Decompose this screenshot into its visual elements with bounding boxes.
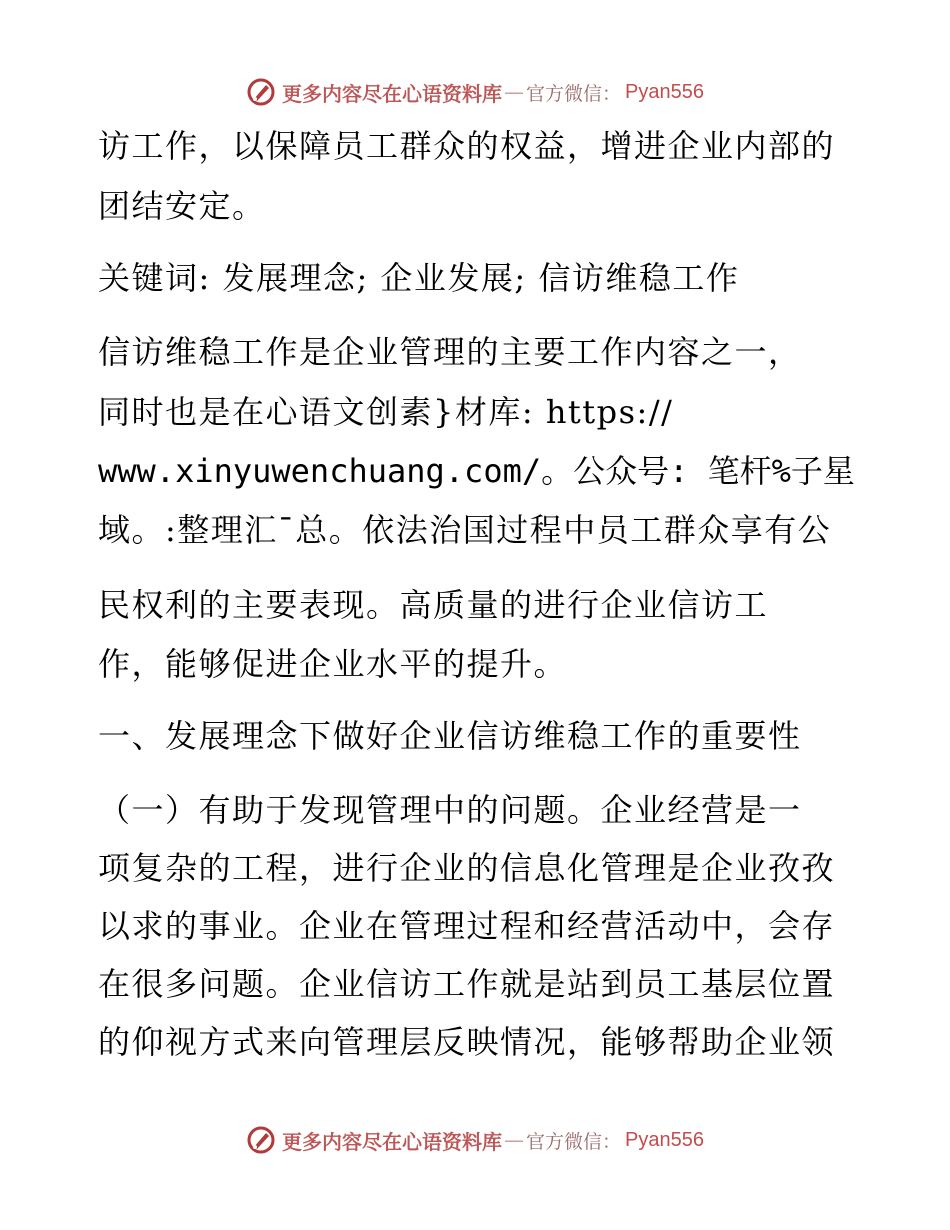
banner-wechat-label: 官方微信：	[526, 1130, 622, 1153]
banner-wechat-label: 官方微信：	[526, 82, 622, 105]
body-line-5: 同时也是在心语文创素}材库: https://	[98, 393, 674, 431]
banner-separator: —	[504, 80, 524, 104]
pen-logo-icon	[246, 1125, 276, 1155]
banner-title: 更多内容尽在心语资料库	[282, 81, 502, 106]
body-line-8: 民权利的主要表现。高质量的进行企业信访工	[98, 586, 769, 624]
body-line-7: 域。:整理汇¯总。依法治国过程中员工群众享有公	[98, 511, 832, 549]
body-line-url: www.xinyuwenchuang.com/。公众号: 笔杆%子星	[98, 452, 855, 490]
body-line-12: 项复杂的工程，进行企业的信息化管理是企业孜孜	[98, 849, 836, 887]
header-banner	[0, 72, 950, 112]
banner-wechat-id: Pyan556	[625, 1128, 704, 1151]
body-line-15: 的仰视方式来向管理层反映情况，能够帮助企业领	[98, 1023, 836, 1061]
body-line-4: 信访维稳工作是企业管理的主要工作内容之一，	[98, 333, 802, 371]
footer-banner	[0, 1120, 950, 1160]
body-line-1: 访工作，以保障员工群众的权益，增进企业内部的	[98, 127, 836, 165]
body-line-13: 以求的事业。企业在管理过程和经营活动中，会存	[98, 907, 836, 945]
banner-wechat-id: Pyan556	[625, 80, 704, 103]
body-line-9: 作，能够促进企业水平的提升。	[98, 645, 568, 683]
keywords-line: 关键词: 发展理念; 企业发展; 信访维稳工作	[98, 259, 740, 297]
banner-separator: —	[504, 1128, 524, 1152]
body-line-2: 团结安定。	[98, 187, 266, 225]
subsection-line-1: （一）有助于发现管理中的问题。企业经营是一	[98, 791, 802, 829]
banner-title: 更多内容尽在心语资料库	[282, 1129, 502, 1154]
body-line-14: 在很多问题。企业信访工作就是站到员工基层位置	[98, 965, 836, 1003]
pen-logo-icon	[246, 77, 276, 107]
section-heading: 一、发展理念下做好企业信访维稳工作的重要性	[98, 717, 802, 755]
